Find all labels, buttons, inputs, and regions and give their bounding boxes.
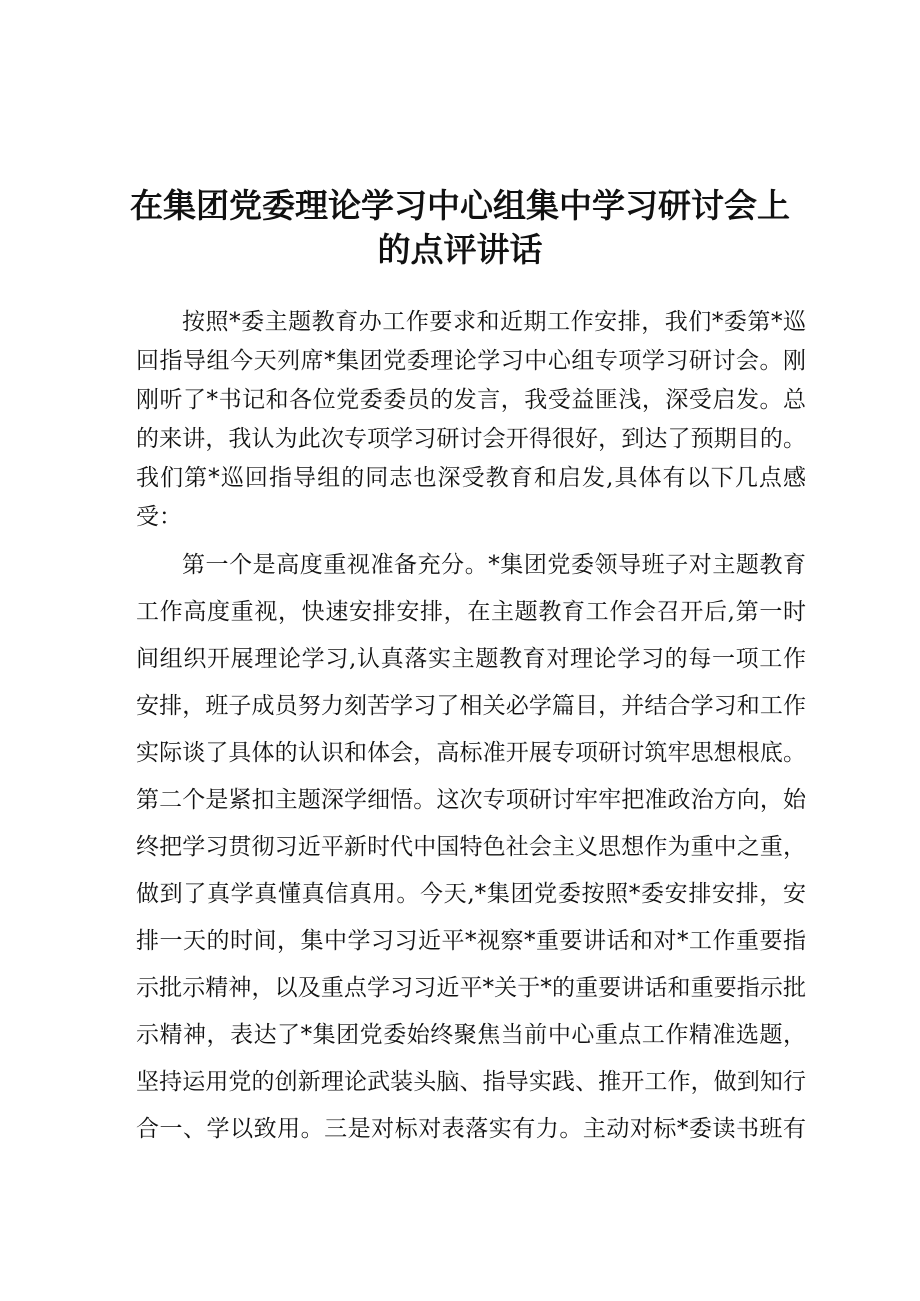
paragraph-2-line: 坚持运用党的创新理论武装头脑、指导实践、推开工作，做到知行	[136, 1069, 806, 1095]
paragraph-2-line: 第二个是紧扣主题深学细悟。这次专项研讨牢牢把准政治方向，始	[136, 787, 806, 813]
paragraph-2-line: 终把学习贯彻习近平新时代中国特色社会主义思想作为重中之重，	[136, 834, 806, 860]
paragraph-2-line: 示批示精神，以及重点学习习近平*关于*的重要讲话和重要指示批	[136, 975, 806, 1001]
paragraph-2-line: 工作高度重视，快速安排安排，在主题教育工作会召开后,第一时	[136, 599, 806, 625]
paragraph-1-line: 按照*委主题教育办工作要求和近期工作安排，我们*委第*巡	[182, 309, 806, 335]
paragraph-2-line: 第一个是高度重视准备充分。*集团党委领导班子对主题教育	[182, 552, 806, 578]
paragraph-1-line: 刚听了*书记和各位党委委员的发言，我受益匪浅，深受启发。总	[136, 387, 806, 413]
document-title-line-1: 在集团党委理论学习中心组集中学习研讨会上	[130, 186, 790, 225]
paragraph-2-line: 安排，班子成员努力刻苦学习了相关必学篇目，并结合学习和工作	[136, 693, 806, 719]
paragraph-1-line: 我们第*巡回指导组的同志也深受教育和启发,具体有以下几点感	[136, 465, 806, 491]
paragraph-2-line: 实际谈了具体的认识和体会，高标准开展专项研讨筑牢思想根底。	[136, 740, 806, 766]
document-title-line-2: 的点评讲话	[377, 230, 543, 269]
paragraph-2-line: 间组织开展理论学习,认真落实主题教育对理论学习的每一项工作	[136, 646, 806, 672]
paragraph-2-line: 合一、学以致用。三是对标对表落实有力。主动对标*委读书班有	[136, 1116, 806, 1142]
paragraph-2-line: 排一天的时间，集中学习习近平*视察*重要讲话和对*工作重要指	[136, 928, 806, 954]
paragraph-1-line: 回指导组今天列席*集团党委理论学习中心组专项学习研讨会。刚	[136, 348, 806, 374]
paragraph-1-line: 的来讲，我认为此次专项学习研讨会开得很好，到达了预期目的。	[136, 426, 806, 452]
paragraph-2-line: 做到了真学真懂真信真用。今天,*集团党委按照*委安排安排，安	[136, 881, 806, 907]
paragraph-2-line: 示精神，表达了*集团党委始终聚焦当前中心重点工作精准选题，	[136, 1022, 806, 1048]
paragraph-1-line: 受：	[136, 504, 182, 530]
